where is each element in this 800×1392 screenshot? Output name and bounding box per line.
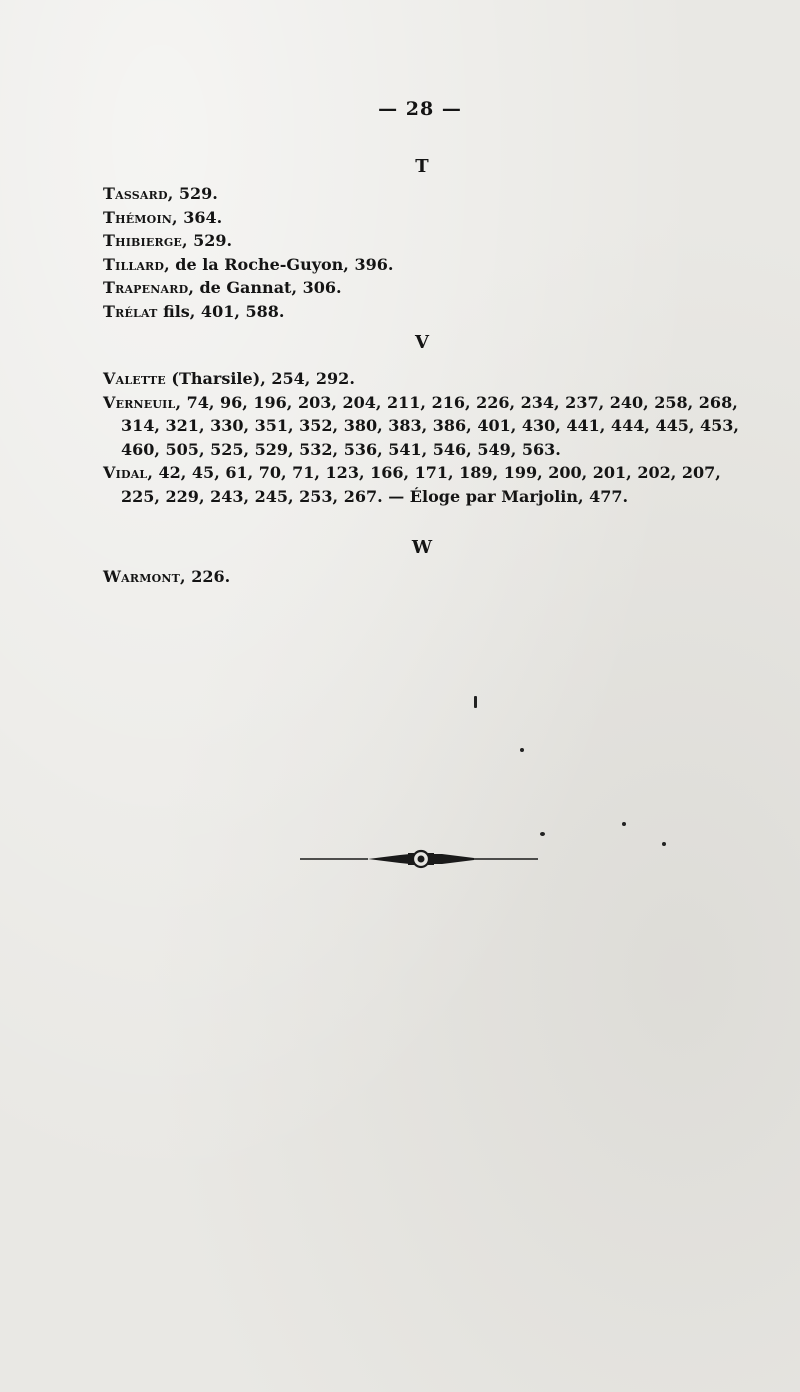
index-entry bbox=[103, 182, 763, 206]
entry-refs: , 364. bbox=[172, 207, 223, 227]
entry-refs: , de la Roche-Guyon, 396. bbox=[164, 254, 394, 274]
index-entry bbox=[103, 300, 763, 324]
ink-speck bbox=[622, 822, 626, 826]
ink-speck bbox=[662, 842, 666, 846]
section-letter-w: W bbox=[411, 537, 433, 558]
page-number: — 28 — bbox=[378, 98, 462, 120]
entry-name: Vidal bbox=[103, 463, 148, 482]
index-entry bbox=[103, 461, 763, 508]
entry-refs: , 42, 45, 61, 70, 71, 123, 166, 171, 189, 199, 200, 201, 202, 207, 225, 229, 243, 245, 253, 267. — Éloge par Marjolin, 477. bbox=[121, 463, 721, 506]
section-letter-t: T bbox=[415, 156, 429, 177]
index-section-v bbox=[103, 367, 763, 508]
entry-refs: , 529. bbox=[182, 231, 233, 250]
entry-name: Trélat bbox=[103, 301, 158, 321]
ink-speck bbox=[540, 832, 545, 836]
entry-name: Tillard bbox=[103, 254, 165, 274]
ink-speck bbox=[474, 696, 477, 708]
index-entry bbox=[103, 253, 763, 277]
index-entry bbox=[103, 367, 763, 391]
entry-refs: , 529. bbox=[167, 184, 218, 203]
index-entry bbox=[103, 276, 763, 300]
index-section-w bbox=[103, 565, 763, 589]
tailpiece-ornament-icon bbox=[300, 846, 540, 872]
index-entry bbox=[103, 391, 763, 462]
entry-name: Valette bbox=[103, 369, 166, 388]
entry-name: Thibierge bbox=[103, 231, 182, 250]
index-entry bbox=[103, 206, 763, 230]
entry-refs: (Tharsile), 254, 292. bbox=[165, 369, 355, 388]
entry-name: Trapenard bbox=[103, 278, 189, 297]
index-section-t bbox=[103, 182, 763, 323]
entry-name: Thémoin bbox=[103, 207, 173, 227]
entry-name: Tassard bbox=[103, 184, 168, 203]
index-entry bbox=[103, 229, 763, 253]
ink-speck bbox=[520, 748, 524, 752]
index-entry bbox=[103, 565, 763, 589]
entry-refs: , de Gannat, 306. bbox=[188, 278, 342, 297]
entry-refs: , 74, 96, 196, 203, 204, 211, 216, 226, 234, 237, 240, 258, 268, 314, 321, 330, 351, 352, 380, 383, 386, 401, 430, 441, 444, 445, 453, 460, 505, 525, 529, 532, 536, 541, 546, 549, 563. bbox=[121, 392, 739, 459]
section-letter-v: V bbox=[415, 332, 429, 353]
entry-refs: , 226. bbox=[180, 567, 231, 586]
entry-refs: fils, 401, 588. bbox=[157, 301, 285, 321]
entry-name: Verneuil bbox=[103, 392, 176, 412]
entry-name: Warmont bbox=[103, 567, 181, 586]
